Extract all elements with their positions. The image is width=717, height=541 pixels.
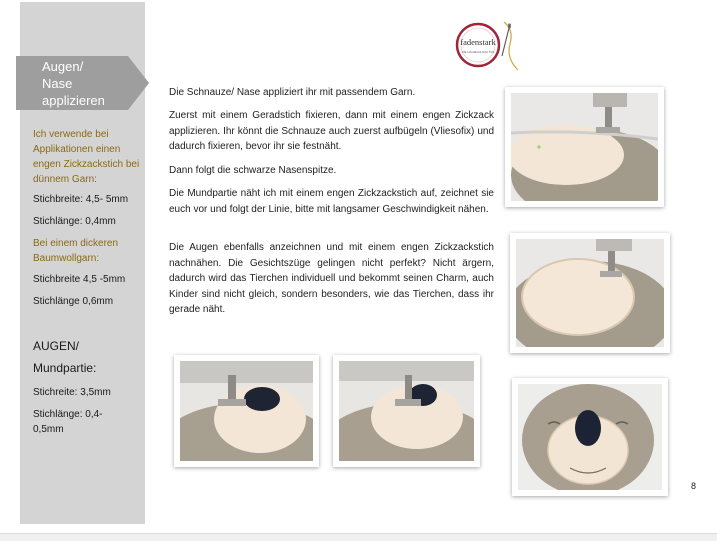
paragraph-text: Dann folgt die schwarze Nasenspitze. (169, 165, 337, 176)
instruction-paragraph (169, 186, 494, 217)
instruction-paragraph (169, 108, 494, 155)
photo-nose-tip-2 (333, 355, 480, 467)
stitch-width-thin: Stichbreite: 4,5- 5mm (33, 194, 129, 205)
stitch-width-thick: Stichbreite 4,5 -5mm (33, 274, 126, 285)
section-title-line: Augen/ (42, 59, 84, 74)
paragraph-text: Die Mundpartie näht ich mit einem engen Zickzackstich auf, zeichnet sie euch vor und folgt der Linie, bitte mit langsamer Geschwindigkeit nähen. (169, 188, 494, 215)
paragraph-text: Zuerst mit einem Geradstich fixieren, dann mit einem engen Zickzack applizieren. Ihr könnt die Schnauze auch zuerst aufbügeln (Vliesofix) und dadurch fixieren, bevor ihr sie festnäht. (169, 110, 494, 152)
stitch-length-thick: Stichlänge 0,6mm (33, 296, 114, 307)
page-number: 8 (691, 481, 697, 491)
photo-nose-tip-1 (174, 355, 319, 467)
stitch-width-eyes: Stichreite: 3,5mm (33, 387, 111, 398)
photo-snout-applique (505, 87, 664, 207)
stitch-length-thin: Stichlänge: 0,4mm (33, 216, 116, 227)
eyes-heading-line: AUGEN/ (33, 339, 80, 353)
intro-thick-thread: Bei einem dickeren Baumwollgarn: (33, 238, 119, 264)
instruction-paragraph (169, 240, 494, 318)
logo-tagline: DIE NÄHMANUFAKTUR (461, 50, 495, 54)
logo-name: fadenstark (460, 37, 496, 47)
fadenstark-logo (452, 18, 530, 74)
section-title (42, 58, 142, 109)
section-title-tab (16, 56, 149, 110)
eyes-heading-line: Mundpartie: (33, 361, 97, 375)
photo-snout-sewn (510, 233, 670, 353)
eyes-heading (33, 335, 141, 379)
paragraph-text: Die Augen ebenfalls anzeichnen und mit einem engen Zickzackstich nachnähen. Die Gesichtszüge gelingen nicht perfekt? Nicht ärgern, dadurch wird das Tierchen individuell und bekommt seinen Charm, auch Kinder sind nicht gleich, sondern besonders, wie das Tierchen, dass ihr gerade näht. (169, 242, 494, 315)
instruction-paragraph (169, 163, 494, 179)
paragraph-text: Die Schnauze/ Nase appliziert ihr mit passendem Garn. (169, 87, 416, 98)
section-title-line: Nase (42, 76, 73, 91)
section-title-line: applizieren (42, 93, 105, 108)
instruction-paragraph (169, 85, 494, 101)
intro-thin-thread: Ich verwende bei Applikationen einen engen Zickzackstich bei dünnem Garn: (33, 129, 140, 185)
photo-finished-face (512, 378, 668, 496)
stitch-length-eyes: Stichlänge: 0,4-0,5mm (33, 409, 103, 435)
